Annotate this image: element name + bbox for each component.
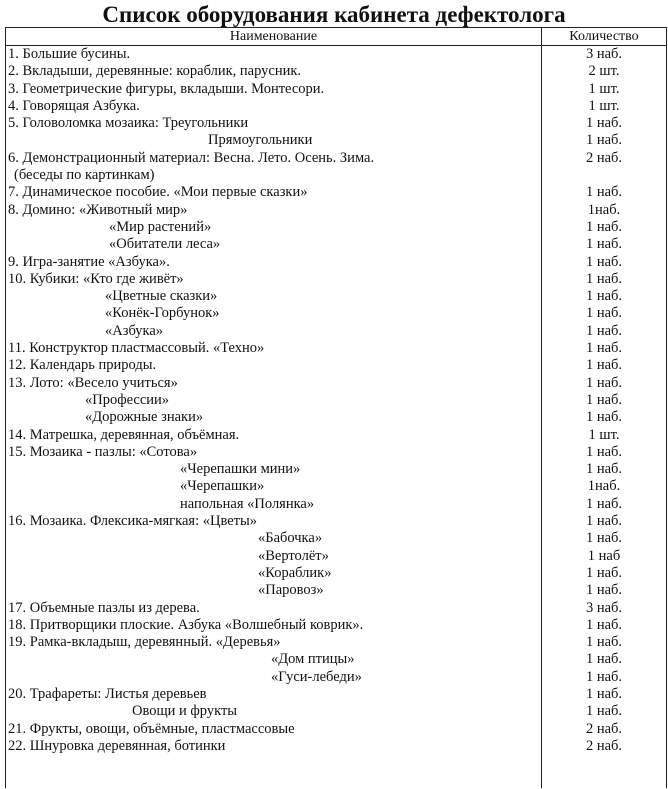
item-name: «Бабочка»	[258, 530, 323, 547]
item-name: «Черепашки мини»	[180, 461, 301, 478]
table-row	[6, 496, 666, 513]
item-name: «Дорожные знаки»	[85, 409, 204, 426]
item-quantity: 2 наб.	[585, 737, 623, 754]
table-row	[6, 703, 666, 720]
document-title: Список оборудования кабинета дефектолога	[102, 2, 566, 27]
item-name: «Цветные сказки»	[105, 288, 218, 305]
item-name: 7. Динамическое пособие. «Мои первые сказки»	[8, 184, 308, 201]
table-row	[6, 582, 666, 599]
item-quantity: 1 наб.	[585, 409, 623, 426]
item-quantity: 1 наб.	[585, 564, 623, 581]
table-row	[6, 219, 666, 236]
item-name: «Мир растений»	[109, 218, 212, 235]
item-quantity: 1 наб.	[585, 340, 623, 357]
item-quantity: 1 наб.	[585, 270, 623, 287]
table-row	[6, 357, 666, 374]
item-name: 19. Рамка-вкладыш, деревянный. «Деревья»	[8, 634, 281, 651]
item-name: 2. Вкладыши, деревянные: кораблик, парусник.	[8, 63, 302, 80]
item-name: «Дом птицы»	[271, 651, 355, 668]
table-row	[6, 202, 666, 219]
item-quantity: 1 шт.	[588, 426, 620, 443]
table-row	[6, 721, 666, 738]
table-row	[6, 81, 666, 98]
table-row	[6, 236, 666, 253]
item-quantity: 1 наб.	[585, 513, 623, 530]
item-quantity: 1 наб.	[585, 461, 623, 478]
item-quantity: 2 наб.	[585, 720, 623, 737]
table-row	[6, 254, 666, 271]
item-name: 4. Говорящая Азбука.	[8, 97, 140, 114]
table-row	[6, 375, 666, 392]
table-row	[6, 427, 666, 444]
item-name: 14. Матрешка, деревянная, объёмная.	[8, 426, 240, 443]
item-name: 9. Игра-занятие «Азбука».	[8, 253, 170, 270]
item-quantity: 1 наб.	[585, 685, 623, 702]
table-row	[6, 444, 666, 461]
header-quantity: Количество	[569, 29, 639, 44]
item-quantity: 1 наб.	[585, 616, 623, 633]
header-name: Наименование	[229, 29, 318, 44]
item-quantity: 1 наб.	[585, 582, 623, 599]
table-row	[6, 669, 666, 686]
item-quantity: 1 наб.	[585, 391, 623, 408]
table-body	[6, 46, 666, 755]
item-name: «Вертолёт»	[258, 547, 329, 564]
item-name: 15. Мозаика - пазлы: «Сотова»	[8, 443, 198, 460]
item-name: Прямоугольники	[208, 132, 313, 149]
item-quantity: 3 наб.	[585, 599, 623, 616]
item-quantity: 1 наб.	[585, 374, 623, 391]
item-name: 8. Домино: «Животный мир»	[8, 201, 188, 218]
item-quantity: 1 наб.	[585, 236, 623, 253]
item-name: Овощи и фрукты	[132, 703, 238, 720]
item-quantity: 1 наб.	[585, 184, 623, 201]
table-row	[6, 409, 666, 426]
item-name: «Гуси-лебеди»	[271, 668, 362, 685]
table-row	[6, 184, 666, 201]
item-name: (беседы по картинкам)	[14, 167, 155, 184]
item-quantity: 1 наб.	[585, 322, 623, 339]
item-quantity: 1 шт.	[588, 80, 620, 97]
item-name: «Кораблик»	[258, 564, 332, 581]
item-name: «Обитатели леса»	[109, 236, 221, 253]
table-row	[6, 115, 666, 132]
item-quantity: 1 наб.	[585, 288, 623, 305]
table-row	[6, 63, 666, 80]
table-row	[6, 98, 666, 115]
table-row	[6, 617, 666, 634]
item-quantity: 1 наб.	[585, 634, 623, 651]
table-row	[6, 478, 666, 495]
table-row	[6, 738, 666, 755]
item-name: 11. Конструктор пластмассовый. «Техно»	[8, 340, 265, 357]
item-name: 20. Трафареты: Листья деревьев	[8, 685, 207, 702]
item-quantity: 3 наб.	[585, 46, 623, 62]
item-name: 17. Объемные пазлы из дерева.	[8, 599, 200, 616]
item-name: 3. Геометрические фигуры, вкладыши. Монтесори.	[8, 80, 325, 97]
table-header	[6, 28, 666, 46]
item-name: «Профессии»	[85, 391, 170, 408]
item-quantity: 1 наб.	[585, 115, 623, 132]
table-row	[6, 548, 666, 565]
item-quantity: 1 наб.	[585, 357, 623, 374]
item-name: напольная «Полянка»	[180, 495, 315, 512]
item-quantity: 1 наб.	[585, 703, 623, 720]
table-row	[6, 565, 666, 582]
item-name: 18. Притворщики плоские. Азбука «Волшебный коврик».	[8, 616, 364, 633]
item-name: 1. Большие бусины.	[8, 46, 131, 62]
table-row	[6, 340, 666, 357]
item-quantity: 1 наб.	[585, 218, 623, 235]
item-name: 21. Фрукты, овощи, объёмные, пластмассовые	[8, 720, 295, 737]
item-quantity: 2 наб.	[585, 149, 623, 166]
table-row	[6, 271, 666, 288]
item-name: «Конёк-Горбунок»	[105, 305, 220, 322]
item-quantity: 1наб.	[587, 478, 621, 495]
table-row	[6, 323, 666, 340]
item-quantity: 2 шт.	[588, 63, 620, 80]
item-name: 22. Шнуровка деревянная, ботинки	[8, 737, 226, 754]
table-row	[6, 461, 666, 478]
item-quantity: 1 наб.	[585, 651, 623, 668]
item-quantity: 1 наб	[587, 547, 621, 564]
table-row	[6, 167, 666, 184]
item-quantity: 1 наб.	[585, 253, 623, 270]
item-quantity: 1наб.	[587, 201, 621, 218]
table-row	[6, 305, 666, 322]
table-row	[6, 392, 666, 409]
equipment-table	[5, 27, 667, 788]
table-row	[6, 530, 666, 547]
item-name: 16. Мозаика. Флексика-мягкая: «Цветы»	[8, 513, 257, 530]
table-row	[6, 46, 666, 63]
table-row	[6, 634, 666, 651]
item-quantity: 1 наб.	[585, 132, 623, 149]
table-row	[6, 150, 666, 167]
item-name: 5. Головоломка мозаика: Треугольники	[8, 115, 249, 132]
item-quantity: 1 наб.	[585, 668, 623, 685]
item-name: 12. Календарь природы.	[8, 357, 157, 374]
item-name: «Черепашки»	[180, 478, 265, 495]
item-quantity: 1 наб.	[585, 443, 623, 460]
item-quantity: 1 шт.	[588, 97, 620, 114]
item-name: 10. Кубики: «Кто где живёт»	[8, 270, 184, 287]
table-row	[6, 513, 666, 530]
table-row	[6, 132, 666, 149]
item-quantity: 1 наб.	[585, 305, 623, 322]
item-name: «Азбука»	[105, 322, 164, 339]
table-row	[6, 651, 666, 668]
item-name: «Паровоз»	[258, 582, 324, 599]
item-name: 6. Демонстрационный материал: Весна. Лето. Осень. Зима.	[8, 149, 375, 166]
table-row	[6, 686, 666, 703]
item-quantity: 1 наб.	[585, 530, 623, 547]
table-row	[6, 288, 666, 305]
item-name: 13. Лото: «Весело учиться»	[8, 374, 178, 391]
item-quantity: 1 наб.	[585, 495, 623, 512]
table-row	[6, 600, 666, 617]
